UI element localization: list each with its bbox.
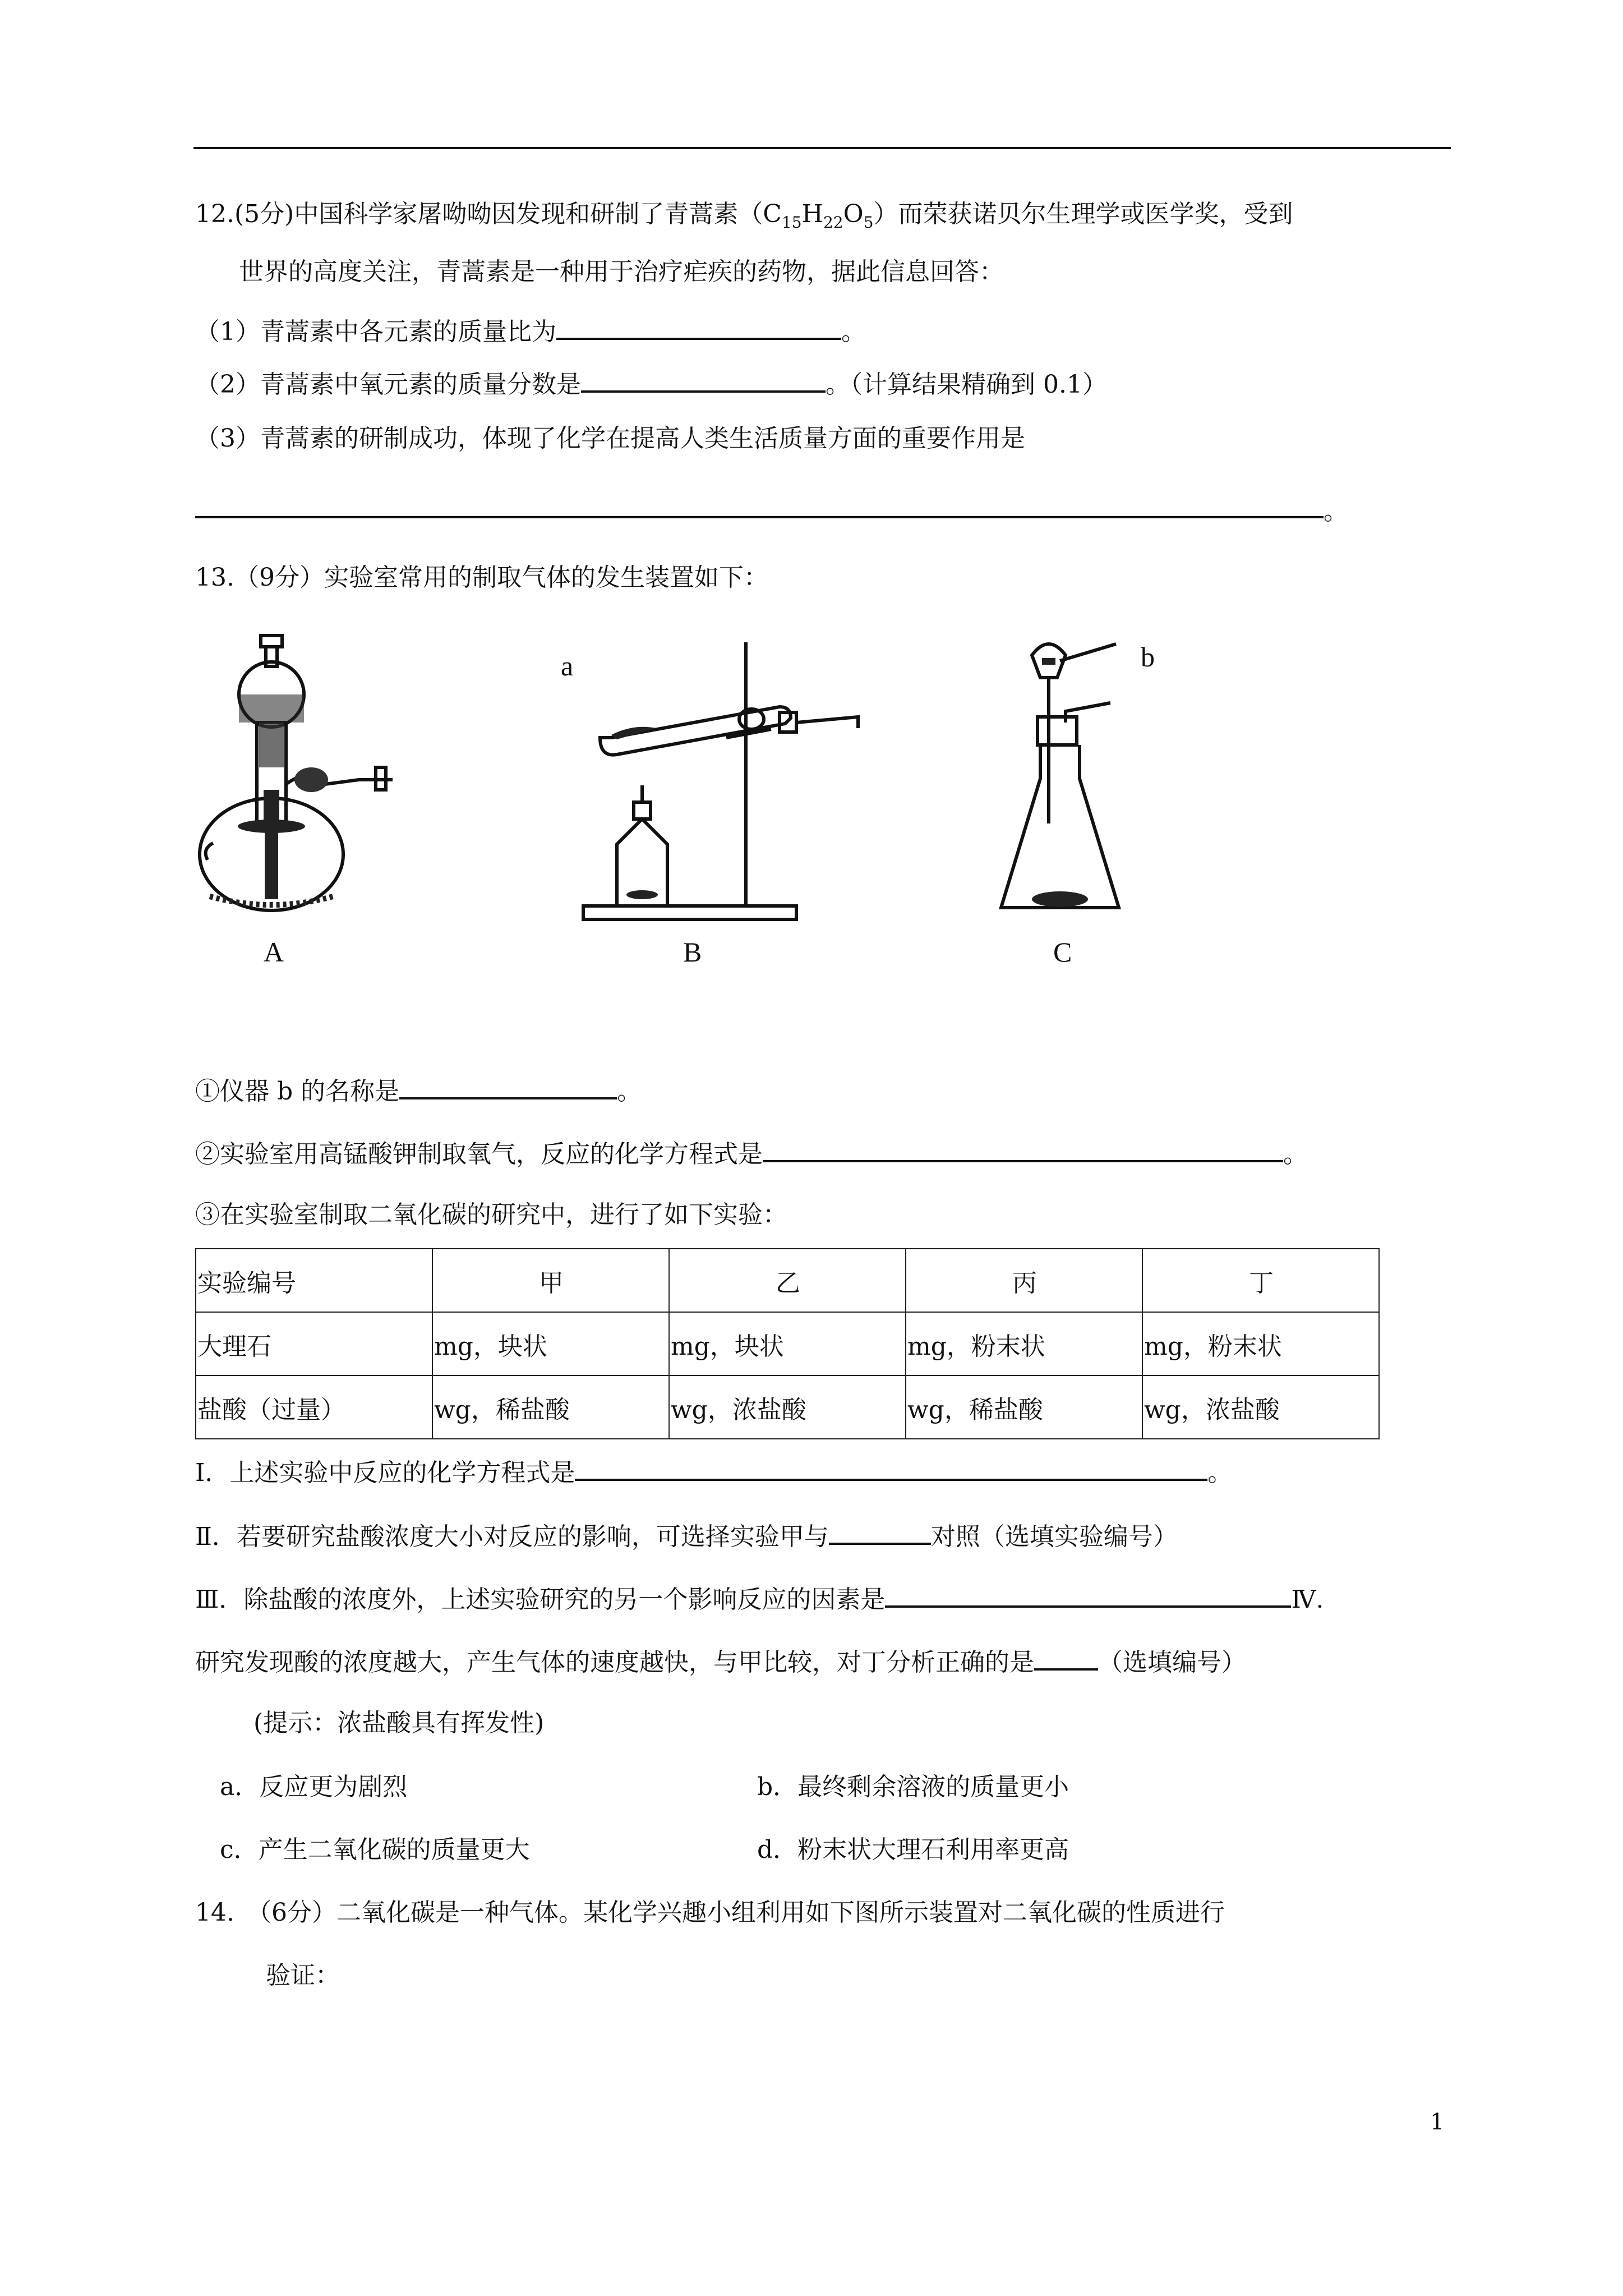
option-b: b．最终剩余溶液的质量更小: [757, 1773, 1069, 1801]
q13-step2: ②实验室用高锰酸钾制取氧气，反应的化学方程式是 。: [195, 1135, 1308, 1171]
table-cell: mg，粉末状: [1142, 1312, 1379, 1375]
q13-item1: Ⅰ．上述实验中反应的化学方程式是 。: [195, 1454, 1232, 1490]
apparatus-a-figure: [196, 633, 421, 924]
table-row: [196, 1312, 1379, 1375]
table-row: [196, 1249, 1379, 1312]
answer-blank[interactable]: [581, 366, 826, 393]
q14-line2: 验证：: [266, 1961, 340, 1990]
answer-blank[interactable]: [575, 1454, 1207, 1481]
table-header-cell: 实验编号: [196, 1249, 432, 1312]
experiment-table: [195, 1248, 1380, 1439]
q12-part3: （3）青蒿素的研制成功，体现了化学在提高人类生活质量方面的重要作用是: [195, 424, 1025, 453]
apparatus-b-figure: [578, 639, 869, 926]
label-b: b: [1141, 641, 1155, 673]
q13-step3: ③在实验室制取二氧化碳的研究中，进行了如下实验：: [195, 1200, 787, 1229]
answer-blank[interactable]: [399, 1073, 617, 1099]
table-cell: mg，块状: [669, 1312, 906, 1375]
q13-item4: 研究发现酸的浓度越大，产生气体的速度越快，与甲比较，对丁分析正确的是 （选填编号）: [195, 1644, 1246, 1680]
table-cell: 盐酸（过量）: [196, 1375, 432, 1439]
figure-label-c: C: [1053, 936, 1072, 968]
q12-part2: （2）青蒿素中氧元素的质量分数是 。（计算结果精确到 0.1）: [195, 366, 1107, 402]
q12-part3-end: 。: [1324, 497, 1348, 526]
q12-line1: 12.(5分)中国科学家屠呦呦因发现和研制了青蒿素$(C_{15}H_{22}O_5)$而荣获诺贝尔生理学或医学奖，受到: [195, 200, 1293, 232]
option-d: d．粉末状大理石利用率更高: [757, 1835, 1069, 1864]
q13-hint: (提示：浓盐酸具有挥发性): [253, 1709, 545, 1737]
answer-blank[interactable]: [556, 313, 841, 340]
table-header-cell: 甲: [432, 1249, 669, 1312]
table-header-cell: 丁: [1142, 1249, 1379, 1312]
answer-blank[interactable]: [1034, 1644, 1098, 1671]
q12-line2: 世界的高度关注，青蒿素是一种用于治疗疟疾的药物，据此信息回答：: [239, 257, 1004, 286]
q13-title: 13.（9分）实验室常用的制取气体的发生装置如下：: [195, 563, 768, 592]
label-a: a: [561, 650, 574, 682]
table-cell: 大理石: [196, 1312, 432, 1375]
option-a: a．反应更为剧烈: [220, 1773, 408, 1801]
table-row: [196, 1375, 1379, 1439]
answer-blank[interactable]: [885, 1581, 1291, 1608]
page-number: 1: [1430, 2109, 1445, 2135]
table-header-cell: 乙: [669, 1249, 906, 1312]
figure-label-b: B: [683, 936, 702, 968]
option-c: c．产生二氧化碳的质量更大: [220, 1835, 530, 1864]
table-cell: wg，浓盐酸: [669, 1375, 906, 1439]
table-header-cell: 丙: [906, 1249, 1142, 1312]
q12-part1: （1）青蒿素中各元素的质量比为 。: [195, 313, 866, 349]
header-rule: [193, 147, 1451, 149]
table-cell: wg，稀盐酸: [906, 1375, 1142, 1439]
figure-label-a: A: [264, 936, 284, 968]
q13-step1: ①仪器 b 的名称是 。: [195, 1073, 642, 1108]
q13-item3: Ⅲ．除盐酸的浓度外，上述实验研究的另一个影响反应的因素是 Ⅳ.: [195, 1581, 1324, 1617]
answer-blank[interactable]: [195, 516, 1324, 518]
answer-blank[interactable]: [763, 1135, 1283, 1162]
table-cell: wg，稀盐酸: [432, 1375, 669, 1439]
table-cell: wg，浓盐酸: [1142, 1375, 1379, 1439]
answer-blank[interactable]: [829, 1518, 931, 1545]
q14-line1: 14. （6分）二氧化碳是一种气体。某化学兴趣小组利用如下图所示装置对二氧化碳的性质进行: [195, 1898, 1225, 1927]
table-cell: mg，粉末状: [906, 1312, 1142, 1375]
apparatus-c-figure: [998, 638, 1155, 919]
table-cell: mg，块状: [432, 1312, 669, 1375]
q13-item2: Ⅱ．若要研究盐酸浓度大小对反应的影响，可选择实验甲与 对照（选填实验编号）: [195, 1518, 1178, 1554]
